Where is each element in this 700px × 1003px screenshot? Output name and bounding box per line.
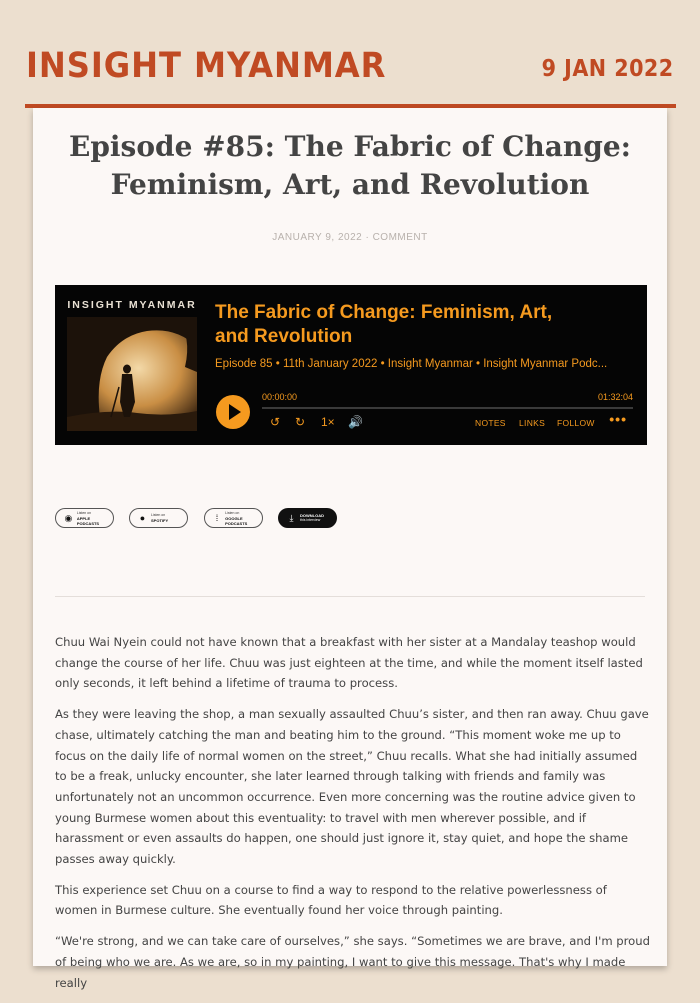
post-meta[interactable]: JANUARY 9, 2022 · COMMENT [272,232,428,243]
notes-link[interactable]: NOTES [475,418,506,428]
episode-title[interactable]: The Fabric of Change: Feminism, Art, and Revolution [215,302,553,347]
rewind-icon[interactable]: ↺ [270,415,281,429]
paragraph: “We're strong, and we can take care of ourselves,” she says. “Sometimes we are brave, and I'm proud of being who we are. As we are, so in my painting, I want to give this message. That's why I made really [55,934,650,990]
download-icon: ⤓ [289,512,294,523]
play-button[interactable] [216,395,250,429]
section-divider [55,596,645,597]
google-podcasts-icon: ⁞ [215,513,219,523]
paragraph: This experience set Chuu on a course to find a way to respond to the relative powerlessness of women in Burmese culture. She eventually found her voice through painting. [55,882,607,918]
brand-title: INSIGHT MYANMAR [26,46,387,86]
post-title: Episode #85: The Fabric of Change: Feminism, Art, and Revolution [69,130,631,201]
follow-link[interactable]: FOLLOW [557,418,595,428]
episode-subtitle: Episode 85 • 11th January 2022 • Insight Myanmar • Insight Myanmar Podc... [215,358,608,370]
apple-podcasts-badge[interactable]: ◉ Listen on APPLE PODCASTS [55,508,114,528]
site-header [0,0,700,110]
google-podcasts-badge[interactable]: ⁞ Listen on GOOGLE PODCASTS [204,508,263,528]
duration: 01:32:04 [597,392,633,402]
fast-forward-icon[interactable]: ↻ [295,415,306,429]
podcast-icon: ◉ [64,512,73,523]
volume-icon[interactable]: 🔊 [348,415,363,429]
issue-date: 9 JAN 2022 [542,56,674,82]
monk-silhouette-image [67,317,197,431]
spotify-badge[interactable]: ● Listen on SPOTIFY [129,508,188,528]
progress-track[interactable] [262,407,633,409]
episode-artwork [67,295,197,433]
article-page [33,108,667,990]
paragraph: Chuu Wai Nyein could not have known that a breakfast with her sister at a Mandalay teashop would change the course of her life. Chuu was just eighteen at the time, and while the moment itself lasted only seconds, it left behind a lifetime of trauma to process. [55,635,643,691]
current-time: 00:00:00 [262,392,298,402]
podcast-player [55,285,647,445]
playback-speed[interactable]: 1× [321,415,335,429]
paragraph: As they were leaving the shop, a man sexually assaulted Chuu’s sister, and then ran away. Chuu gave chase, ultimately catching the man and beating him to the ground. “This moment woke me up to focus on the daily life of normal women on the street,” Chuu recalls. What she had initially assumed to be a freak, unlucky encounter, she later learned through talking with friends and family was unfortunately not an uncommon occurrence. Even more concerning was the routine advice given to young Burmese women about this eventuality: to travel with men wherever possible, and if harassment or even assaults do happen, one should just ignore it, stay quiet, and hope the shame passes away quickly. [55,707,649,867]
article-body [55,632,651,1003]
download-button[interactable]: ⤓ DOWNLOAD this interview [278,508,337,528]
more-options-icon[interactable]: ••• [609,411,627,427]
spotify-icon: ● [139,513,146,523]
links-link[interactable]: LINKS [519,418,546,428]
artwork-label: INSIGHT MYANMAR [67,299,197,311]
